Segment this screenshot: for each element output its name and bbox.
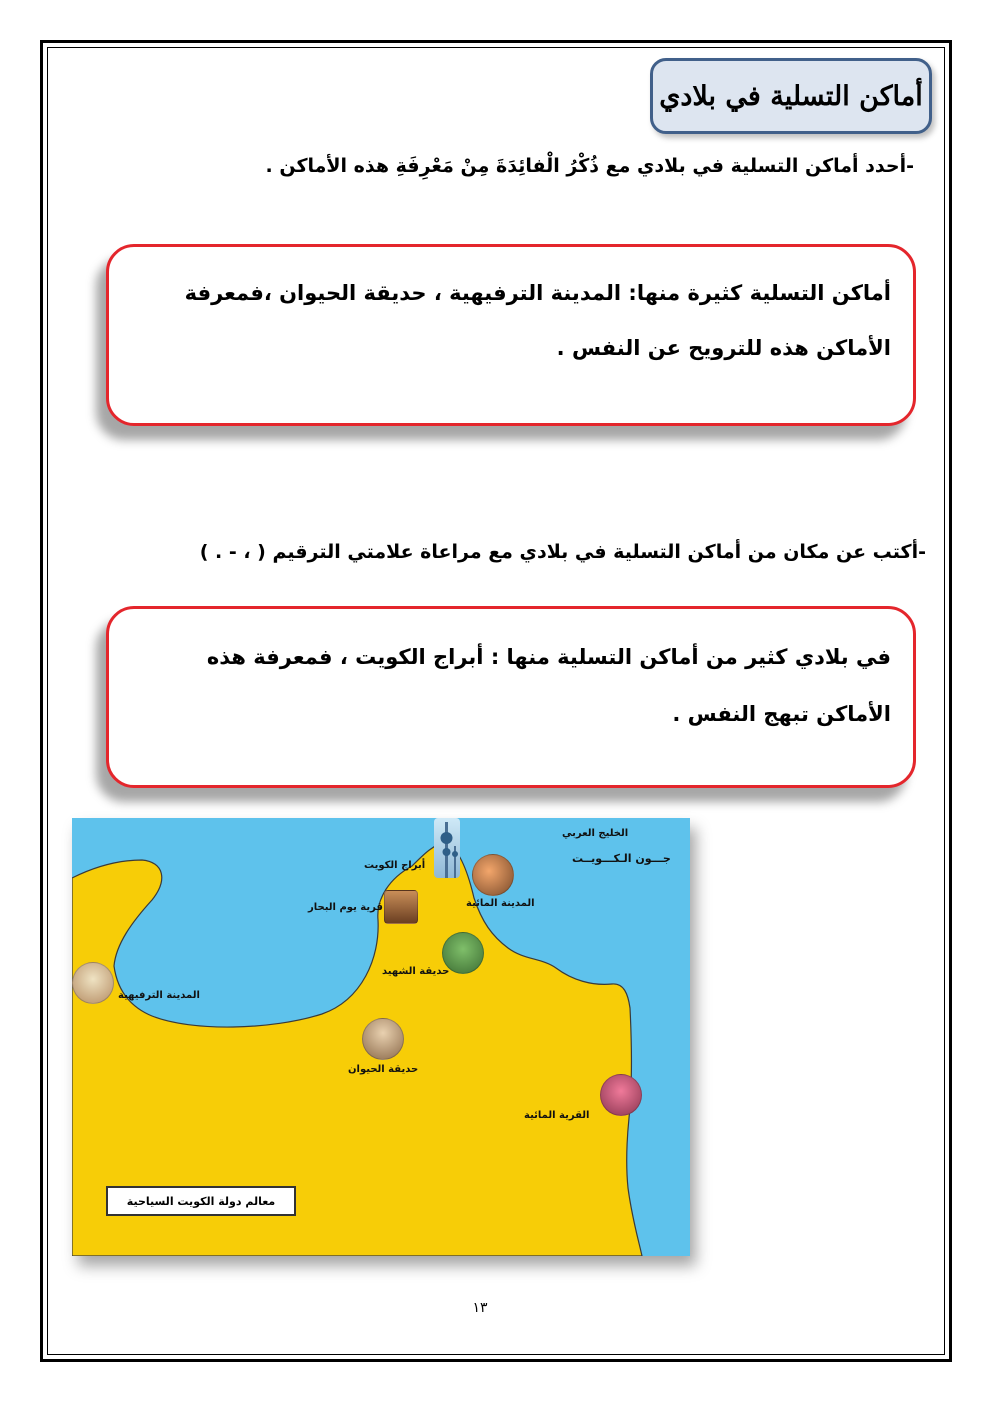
title-box xyxy=(650,58,932,134)
answer-2-line-1: في بلادي كثير من أماكن التسلية منها : أبراج الكويت ، فمعرفة هذه xyxy=(206,645,891,669)
bay-label: جـــون الـكـــويــت xyxy=(572,852,671,865)
map-legend xyxy=(106,1186,296,1216)
answer-box-1 xyxy=(106,244,916,426)
water-village-label: القرية المائية xyxy=(524,1110,590,1121)
water-city-label: المدينة المائية xyxy=(466,898,535,909)
water-village-photo xyxy=(600,1074,642,1116)
martyr-park-label: حديقة الشهيد xyxy=(382,966,450,977)
towers-icon xyxy=(434,818,460,878)
question-1: -أحدد أماكن التسلية في بلادي مع ذُكْرُ الْفائِدَةَ مِنْ مَعْرِفَةِ هذه الأماكن . xyxy=(265,155,914,177)
zoo-label: حديقة الحيوان xyxy=(348,1064,419,1075)
answer-2-line-2: الأماكن تبهج النفس . xyxy=(672,702,891,726)
question-2: -أكتب عن مكان من أماكن التسلية في بلادي مع مراعاة علامتي الترقيم ( ، - . ) xyxy=(199,541,926,563)
zoo-photo xyxy=(362,1018,404,1060)
sea-village-label: قرية يوم البحار xyxy=(308,902,383,913)
answer-box-2 xyxy=(106,606,916,788)
page-title: أماكن التسلية في بلادي xyxy=(659,80,923,112)
sea-village-photo xyxy=(384,890,418,924)
page-number: ١٣ xyxy=(472,1300,488,1316)
answer-1-line-1: أماكن التسلية كثيرة منها: المدينة الترفيهية ، حديقة الحيوان ،فمعرفة xyxy=(184,281,891,305)
towers-photo xyxy=(434,818,460,878)
water-city-photo xyxy=(472,854,514,896)
answer-1-line-2: الأماكن هذه للترويح عن النفس . xyxy=(556,336,891,360)
towers-label: أبراج الكويت xyxy=(364,860,426,871)
gulf-label: الخليج العربي xyxy=(562,828,629,839)
kuwait-map xyxy=(72,818,690,1256)
map-legend-text: معالم دولة الكويت السياحية xyxy=(126,1194,276,1208)
entertainment-city-label: المدينة الترفيهية xyxy=(118,990,200,1001)
entertainment-city-photo xyxy=(72,962,114,1004)
